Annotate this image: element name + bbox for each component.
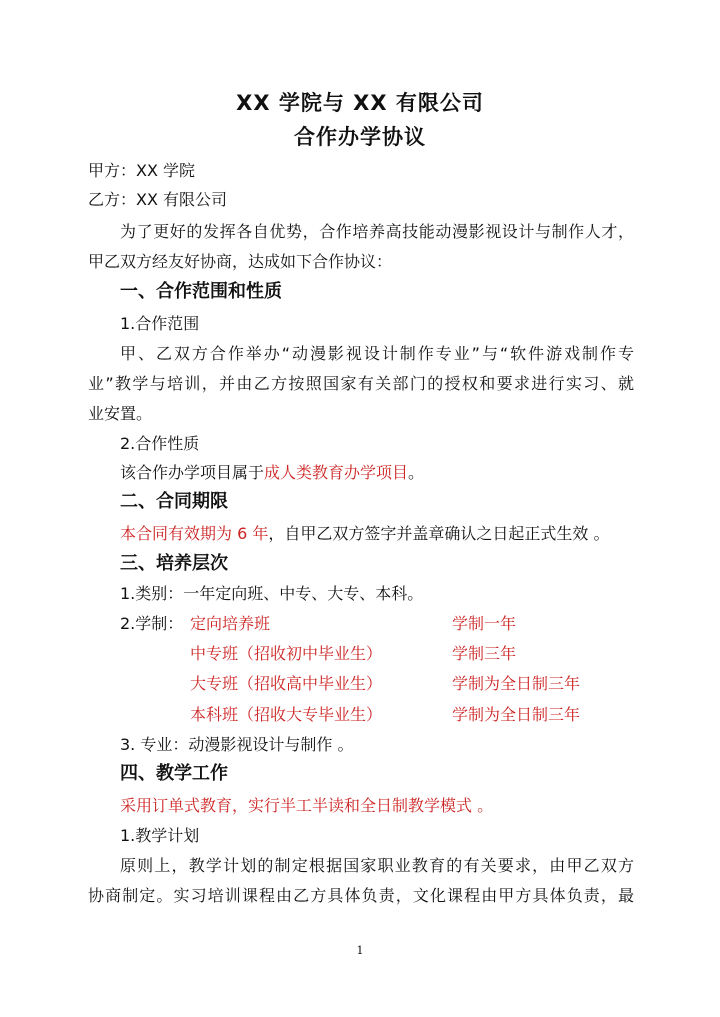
section4-highlight: 采用订单式教育，实行半工半读和全日制教学模式 。 [120, 796, 494, 815]
party-a: 甲方：XX 学院 [88, 161, 196, 180]
section4-p1-line2: 协商制定。实习培训课程由乙方具体负责，文化课程由甲方具体负责，最 [88, 886, 634, 905]
section4-sub1: 1.教学计划 [120, 826, 200, 845]
section1-p2-prefix: 该合作办学项目属于 [120, 463, 265, 482]
section2-rest: ，自甲乙双方签字并盖章确认之日起正式生效 。 [268, 524, 610, 543]
section1-p2 [120, 462, 720, 484]
section1-sub2: 2.合作性质 [120, 434, 200, 453]
section3-item3: 3. 专业：动漫影视设计与制作 。 [120, 735, 354, 754]
section3-heading: 三、培养层次 [120, 553, 228, 574]
section2-highlight: 本合同有效期为 6 年 [120, 524, 269, 543]
section1-p1-line2: 业”教学与培训，并由乙方按照国家有关部门的授权和要求进行实习、就 [88, 374, 634, 393]
program-duration: 学制为全日制三年 [452, 674, 581, 693]
section4-heading: 四、教学工作 [120, 763, 228, 784]
program-duration: 学制三年 [452, 644, 517, 663]
program-name: 中专班（招收初中毕业生） [190, 644, 383, 663]
program-name: 大专班（招收高中毕业生） [190, 674, 383, 693]
party-b: 乙方：XX 有限公司 [88, 190, 228, 209]
section2-text [120, 523, 720, 545]
section1-sub1: 1.合作范围 [120, 314, 200, 333]
program-name: 定向培养班 [190, 614, 271, 633]
program-duration: 学制一年 [452, 614, 517, 633]
section1-heading: 一、合作范围和性质 [120, 281, 282, 302]
program-duration: 学制为全日制三年 [452, 705, 581, 724]
intro-line2: 甲乙双方经友好协商，达成如下合作协议： [88, 252, 393, 271]
section1-p2-highlight: 成人类教育办学项目 [264, 463, 409, 482]
document-title-line2: 合作办学协议 [294, 125, 426, 149]
section1-p2-suffix: 。 [408, 463, 425, 482]
section3-item1: 1.类别：一年定向班、中专、大专、本科。 [120, 584, 424, 603]
section4-p1-line1: 原则上，教学计划的制定根据国家职业教育的有关要求，由甲乙双方 [120, 856, 634, 875]
section1-p1-line3: 业安置。 [88, 404, 153, 423]
page-number: 1 [356, 944, 364, 957]
section1-p1-line1: 甲、乙双方合作举办“动漫影视设计制作专业”与“软件游戏制作专 [120, 344, 634, 363]
document-title-line1: XX 学院与 XX 有限公司 [236, 91, 484, 115]
section2-heading: 二、合同期限 [120, 491, 228, 512]
intro-line1: 为了更好的发挥各自优势，合作培养高技能动漫影视设计与制作人才， [120, 222, 634, 241]
section3-item2-label: 2.学制： [120, 614, 184, 633]
program-name: 本科班（招收大专毕业生） [190, 705, 383, 724]
